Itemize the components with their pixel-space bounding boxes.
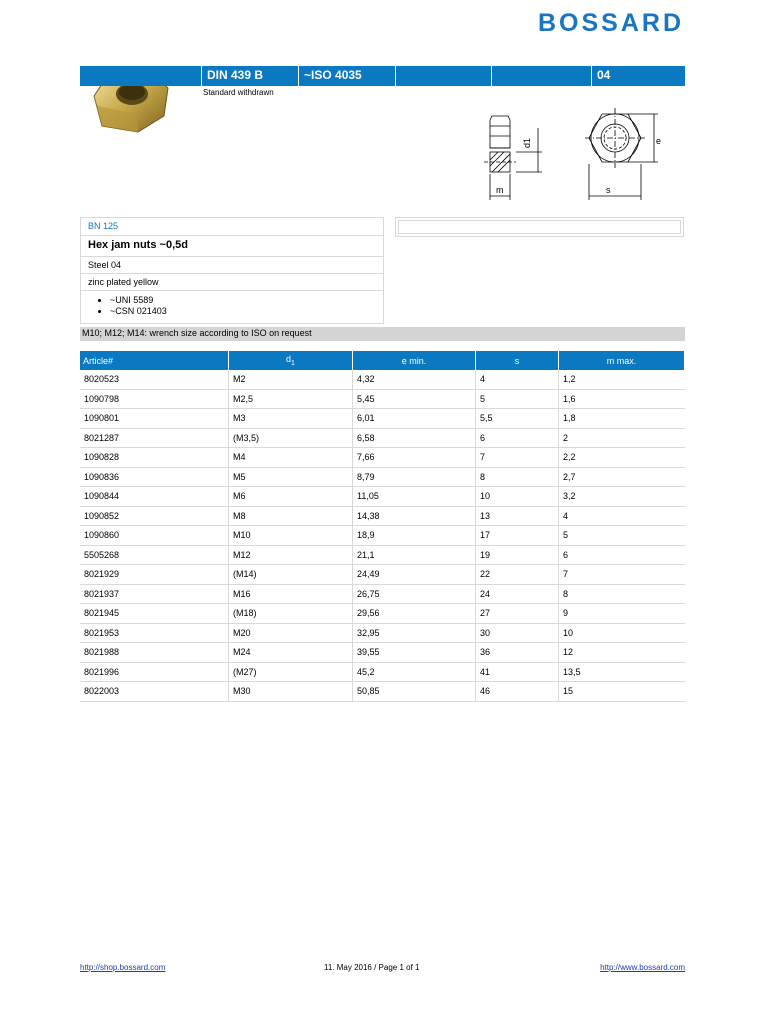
table-cell: 9 — [559, 604, 685, 624]
table-header-row — [80, 351, 685, 370]
table-cell: M3 — [229, 409, 353, 429]
table-row — [80, 662, 685, 682]
table-cell: (M3,5) — [229, 428, 353, 448]
table-cell: 5 — [559, 526, 685, 546]
table-cell: 5,5 — [476, 409, 559, 429]
table-row — [80, 448, 685, 468]
table-body — [80, 370, 685, 701]
col-d1: $d_1$ — [229, 351, 353, 370]
table-cell: 6,58 — [353, 428, 476, 448]
status-text: Standard withdrawn — [203, 88, 274, 97]
col-article: Article# — [80, 351, 229, 370]
table-cell: 1090860 — [80, 526, 229, 546]
footer-date: 11. May 2016 / Page 1 of 1 — [324, 963, 420, 972]
table-cell: 11,05 — [353, 487, 476, 507]
table-cell: 30 — [476, 623, 559, 643]
table-cell: 17 — [476, 526, 559, 546]
table-cell: M24 — [229, 643, 353, 663]
table-row — [80, 389, 685, 409]
d1-label: d1 — [522, 137, 532, 148]
table-cell: (M27) — [229, 662, 353, 682]
product-title: Hex jam nuts ~0,5d — [81, 236, 383, 257]
table-cell: 41 — [476, 662, 559, 682]
table-cell: 21,1 — [353, 545, 476, 565]
table-row — [80, 487, 685, 507]
empty-info-box — [395, 217, 684, 237]
table-cell: 8021953 — [80, 623, 229, 643]
table-cell: 39,55 — [353, 643, 476, 663]
table-cell: 8 — [476, 467, 559, 487]
table-cell: M30 — [229, 682, 353, 702]
table-cell: 13 — [476, 506, 559, 526]
s-label: s — [606, 185, 611, 195]
table-cell: 8021287 — [80, 428, 229, 448]
table-cell: 1090798 — [80, 389, 229, 409]
table-cell: 1090828 — [80, 448, 229, 468]
table-cell: 1,6 — [559, 389, 685, 409]
technical-drawing — [480, 104, 670, 204]
table-cell: 8022003 — [80, 682, 229, 702]
table-cell: 36 — [476, 643, 559, 663]
table-cell: 4,32 — [353, 370, 476, 389]
table-row — [80, 682, 685, 702]
table-row — [80, 370, 685, 389]
table-cell: 2,2 — [559, 448, 685, 468]
table-row — [80, 584, 685, 604]
table-cell: 4 — [476, 370, 559, 389]
table-cell: M12 — [229, 545, 353, 565]
bossard-logo: BOSSARD — [537, 9, 684, 37]
table-cell: 7 — [476, 448, 559, 468]
table-cell: 1090801 — [80, 409, 229, 429]
table-row — [80, 643, 685, 663]
table-row — [80, 409, 685, 429]
table-cell: 26,75 — [353, 584, 476, 604]
table-row — [80, 623, 685, 643]
col-e-min: e min. — [353, 351, 476, 370]
table-cell: (M18) — [229, 604, 353, 624]
table-cell: 4 — [559, 506, 685, 526]
table-cell: 8021996 — [80, 662, 229, 682]
table-cell: 19 — [476, 545, 559, 565]
table-cell: 8 — [559, 584, 685, 604]
table-cell: 29,56 — [353, 604, 476, 624]
table-cell: 27 — [476, 604, 559, 624]
table-cell: 32,95 — [353, 623, 476, 643]
table-cell: 2,7 — [559, 467, 685, 487]
footer-right — [600, 963, 685, 972]
table-cell: 6,01 — [353, 409, 476, 429]
grade-code: 04 — [591, 66, 685, 86]
equivalents — [81, 291, 383, 323]
table-cell: M10 — [229, 526, 353, 546]
table-cell: 6 — [559, 545, 685, 565]
table-cell: 18,9 — [353, 526, 476, 546]
e-label: e — [656, 136, 662, 146]
table-cell: 14,38 — [353, 506, 476, 526]
table-cell: M20 — [229, 623, 353, 643]
standard-code: DIN 439 B — [201, 66, 298, 86]
table-cell: 5,45 — [353, 389, 476, 409]
table-cell: 24,49 — [353, 565, 476, 585]
table-row — [80, 565, 685, 585]
table-row — [80, 428, 685, 448]
bn-number: BN 125 — [81, 218, 383, 236]
product-info-box — [80, 217, 384, 324]
table-cell: 1090852 — [80, 506, 229, 526]
table-cell: 8021929 — [80, 565, 229, 585]
material: Steel 04 — [81, 257, 383, 274]
table-cell: 8021937 — [80, 584, 229, 604]
m-label: m — [496, 185, 504, 195]
table-row — [80, 506, 685, 526]
table-row — [80, 526, 685, 546]
table-cell: 7,66 — [353, 448, 476, 468]
iso-code: ~ISO 4035 — [298, 66, 395, 86]
table-cell: 5 — [476, 389, 559, 409]
note-bar: M10; M12; M14: wrench size according to ISO on request — [80, 327, 685, 341]
table-cell: 13,5 — [559, 662, 685, 682]
equivalent-item: • ~UNI 5589 — [110, 295, 376, 306]
table-cell: M4 — [229, 448, 353, 468]
header-empty-1 — [395, 66, 491, 86]
table-cell: 8,79 — [353, 467, 476, 487]
table-cell: 3,2 — [559, 487, 685, 507]
table-cell: 46 — [476, 682, 559, 702]
table-cell: M16 — [229, 584, 353, 604]
table-cell: (M14) — [229, 565, 353, 585]
table-cell: 50,85 — [353, 682, 476, 702]
table-cell: 45,2 — [353, 662, 476, 682]
table-cell: 1,8 — [559, 409, 685, 429]
table-cell: 8020523 — [80, 370, 229, 389]
footer-left — [80, 963, 165, 972]
table-cell: 7 — [559, 565, 685, 585]
table-cell: M5 — [229, 467, 353, 487]
dimensions-table — [80, 351, 685, 702]
shop-link[interactable]: http://shop.bossard.com — [80, 963, 166, 972]
table-cell: 15 — [559, 682, 685, 702]
col-m-max: m max. — [559, 351, 685, 370]
table-cell: 24 — [476, 584, 559, 604]
table-row — [80, 545, 685, 565]
table-cell: 1090836 — [80, 467, 229, 487]
table-cell: 2 — [559, 428, 685, 448]
table-cell: M2,5 — [229, 389, 353, 409]
equivalent-item: • ~CSN 021403 — [110, 306, 376, 317]
table-cell: 10 — [559, 623, 685, 643]
table-cell: 8021945 — [80, 604, 229, 624]
table-row — [80, 604, 685, 624]
table-cell: 12 — [559, 643, 685, 663]
table-cell: 1090844 — [80, 487, 229, 507]
table-cell: 22 — [476, 565, 559, 585]
table-cell: 5505268 — [80, 545, 229, 565]
table-cell: M8 — [229, 506, 353, 526]
table-cell: 8021988 — [80, 643, 229, 663]
table-cell: 1,2 — [559, 370, 685, 389]
table-cell: 10 — [476, 487, 559, 507]
table-cell: M6 — [229, 487, 353, 507]
table-cell: 6 — [476, 428, 559, 448]
finish: zinc plated yellow — [81, 274, 383, 291]
website-link[interactable]: http://www.bossard.com — [600, 963, 685, 972]
col-s: s — [476, 351, 559, 370]
table-cell: M2 — [229, 370, 353, 389]
table-row — [80, 467, 685, 487]
header-empty-2 — [491, 66, 591, 86]
